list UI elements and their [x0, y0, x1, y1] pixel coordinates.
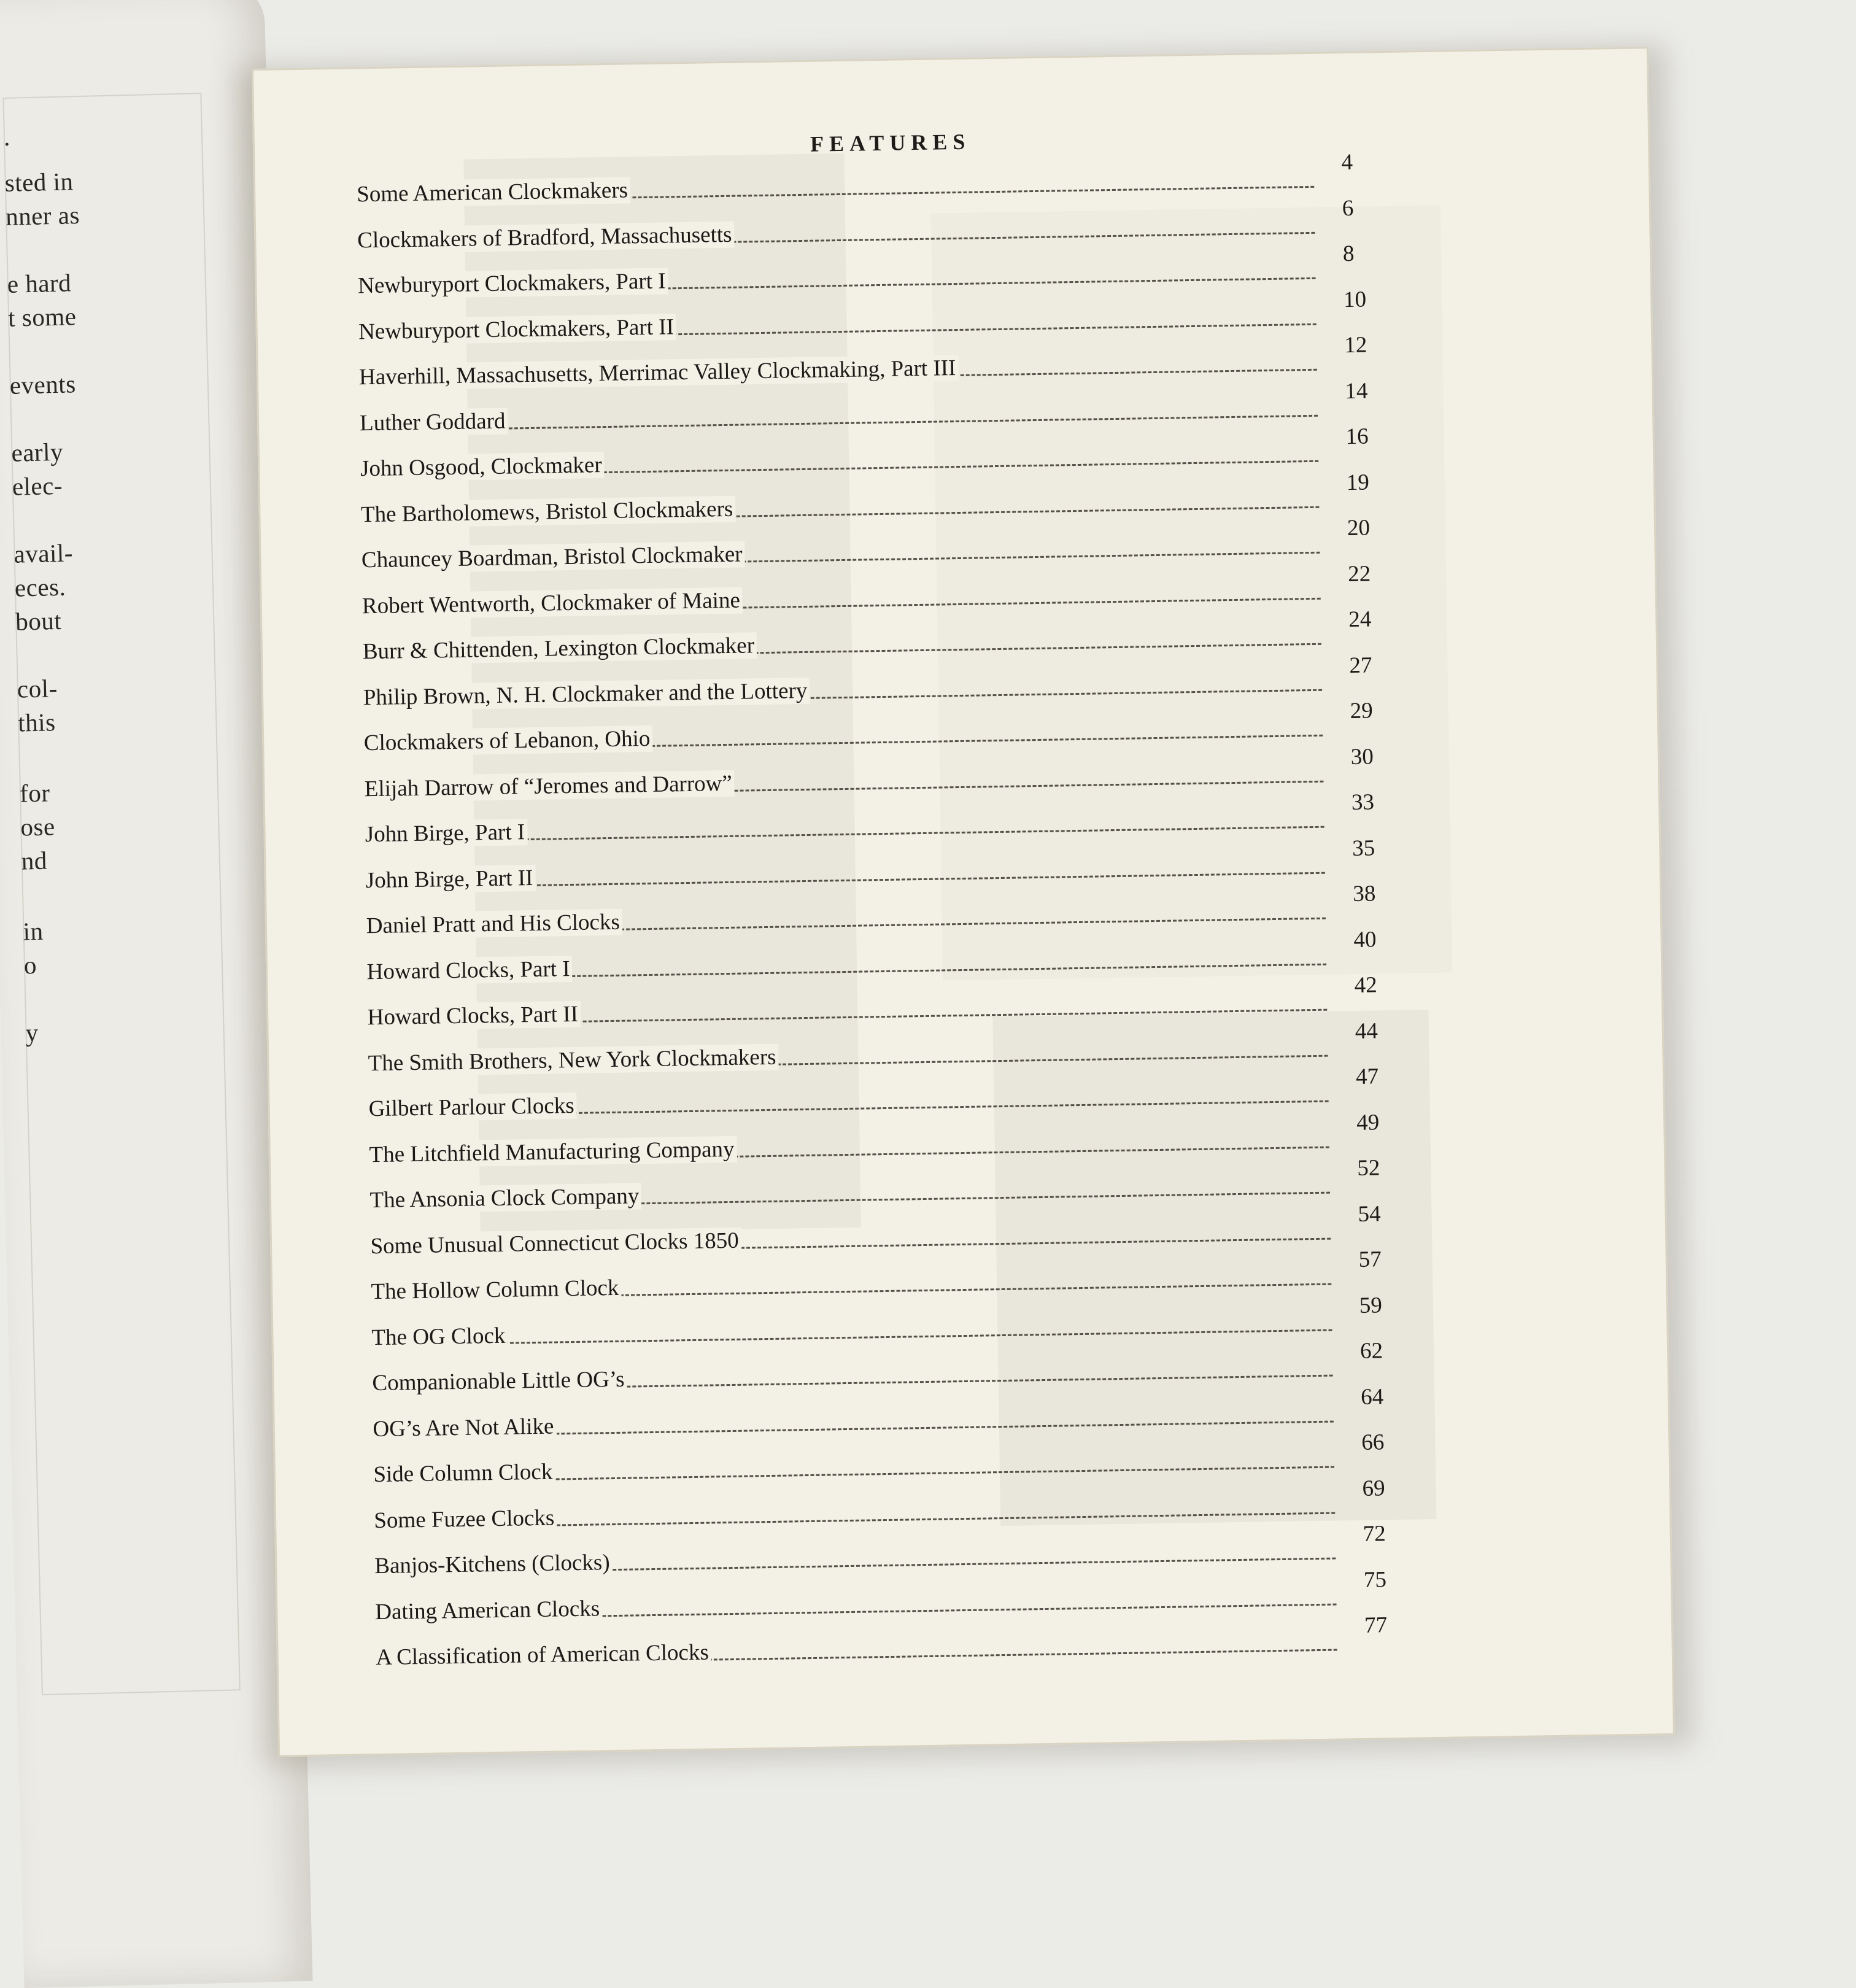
toc-page-number: 35: [1351, 835, 1375, 861]
toc-entry-title: Some Unusual Connecticut Clocks 1850: [370, 1227, 741, 1259]
toc-entry-title: Elijah Darrow of “Jeromes and Darrow”: [365, 770, 735, 802]
toc-entry-title: A Classification of American Clocks: [376, 1639, 711, 1671]
toc-page-number: 52: [1357, 1155, 1380, 1181]
toc-page-number: 30: [1350, 743, 1374, 770]
toc-page-number: 54: [1358, 1201, 1381, 1227]
toc-entry-title: Clockmakers of Bradford, Massachusetts: [357, 221, 735, 253]
toc-page-number: 19: [1346, 469, 1370, 495]
toc-page-number: 62: [1359, 1338, 1383, 1364]
toc-entry-title: Haverhill, Massachusetts, Merrimac Valley Clockmaking, Part III: [359, 355, 959, 390]
left-page-text: avail-: [14, 538, 74, 568]
toc-page-number: 66: [1361, 1429, 1385, 1455]
toc-page-number: 6: [1342, 195, 1354, 221]
left-page-text: col-: [17, 674, 58, 703]
toc-page-number: 4: [1341, 149, 1353, 176]
toc-page-number: 75: [1363, 1566, 1387, 1593]
toc-page-number: 69: [1362, 1475, 1385, 1501]
left-page-text: for: [19, 778, 50, 808]
toc-entry-title: Robert Wentworth, Clockmaker of Maine: [362, 587, 743, 619]
left-page-text: early: [10, 437, 64, 467]
left-page-text: in: [23, 916, 44, 946]
toc-page-number: 22: [1347, 560, 1371, 587]
toc-entry-title: Burr & Chittenden, Lexington Clockmaker: [363, 632, 757, 665]
toc-entry-title: The OG Clock: [371, 1322, 508, 1350]
left-page-text: this: [17, 708, 56, 737]
toc-page-number: 49: [1356, 1109, 1380, 1135]
toc-entry-title: John Birge, Part II: [365, 864, 535, 893]
left-page-text: bout: [15, 606, 62, 636]
toc-page-number: 16: [1345, 424, 1369, 450]
toc-page-number: 14: [1345, 378, 1368, 404]
left-page-border: [2, 93, 241, 1695]
toc-page-number: 20: [1347, 515, 1371, 541]
toc-entry-title: Side Column Clock: [373, 1459, 555, 1488]
toc-entry-title: Newburyport Clockmakers, Part II: [358, 314, 676, 345]
left-page-text: o: [23, 951, 37, 980]
left-page-text: events: [9, 369, 77, 400]
left-page-text: .: [3, 122, 11, 151]
left-page-text: elec-: [12, 471, 63, 501]
toc-entry-title: Chauncey Boardman, Bristol Clockmaker: [362, 541, 745, 573]
toc-page-number: 8: [1342, 241, 1355, 267]
toc-page: [252, 47, 1675, 1757]
toc-page-number: 47: [1355, 1064, 1379, 1089]
left-page-text: ose: [20, 812, 56, 841]
toc-page-number: 24: [1348, 606, 1372, 633]
toc-page-number: 12: [1344, 332, 1367, 358]
toc-page-number: 27: [1349, 652, 1372, 678]
left-page-text: sted in: [4, 167, 74, 197]
toc-entry-title: Howard Clocks, Part II: [367, 1001, 581, 1031]
toc-page-number: 59: [1359, 1292, 1383, 1318]
toc-page-number: 38: [1353, 881, 1376, 907]
toc-entry-title: Clockmakers of Lebanon, Ohio: [364, 725, 653, 756]
toc-entry-title: Daniel Pratt and His Clocks: [366, 909, 622, 940]
toc-entry-title: The Ansonia Clock Company: [369, 1183, 641, 1213]
toc-entry-title: Gilbert Parlour Clocks: [368, 1093, 577, 1122]
left-page-text: eces.: [14, 572, 66, 602]
toc-entry-title: Companionable Little OG’s: [372, 1366, 627, 1397]
toc-entry-title: John Birge, Part I: [365, 819, 527, 848]
toc-entry-title: Howard Clocks, Part I: [366, 955, 573, 984]
toc-page-number: 44: [1355, 1018, 1378, 1044]
toc-entry-title: Luther Goddard: [360, 408, 508, 436]
toc-entry-title: Dating American Clocks: [375, 1595, 602, 1625]
toc-page-number: 29: [1350, 698, 1373, 724]
toc-entry-title: The Smith Brothers, New York Clockmakers: [368, 1043, 779, 1077]
toc-page-number: 57: [1358, 1247, 1382, 1272]
toc-page-number: 42: [1354, 972, 1377, 998]
toc-page-number: 33: [1351, 789, 1375, 815]
toc-page-number: 77: [1364, 1612, 1388, 1638]
toc-entry-title: OG’s Are Not Alike: [373, 1413, 557, 1442]
toc-entry-title: The Hollow Column Clock: [371, 1275, 622, 1305]
left-page-text: nd: [21, 846, 48, 875]
features-heading: FEATURES: [810, 129, 971, 157]
toc-entry-title: Some American Clockmakers: [357, 177, 630, 207]
toc-entry-title: Some Fuzee Clocks: [374, 1504, 557, 1534]
toc-page-number: 10: [1343, 287, 1367, 312]
toc-entry-title: Newburyport Clockmakers, Part I: [358, 268, 668, 299]
left-page-text: nner as: [5, 200, 80, 231]
toc-page-number: 40: [1353, 926, 1377, 953]
toc-entry-title: John Osgood, Clockmaker: [360, 452, 605, 482]
toc-entry-title: The Bartholomews, Bristol Clockmakers: [361, 495, 736, 528]
toc-page-number: 72: [1363, 1521, 1386, 1547]
toc-entry: [375, 1612, 1388, 1675]
toc-entry-title: Philip Brown, N. H. Clockmaker and the Lottery: [363, 677, 810, 710]
left-page-text: y: [25, 1018, 39, 1047]
left-page-text: e hard: [7, 268, 72, 298]
toc-entry-title: Banjos-Kitchens (Clocks): [374, 1549, 613, 1579]
toc-page-number: 64: [1360, 1383, 1384, 1410]
toc-entry-title: The Litchfield Manufacturing Company: [369, 1135, 737, 1167]
left-page-text: t some: [7, 302, 77, 332]
